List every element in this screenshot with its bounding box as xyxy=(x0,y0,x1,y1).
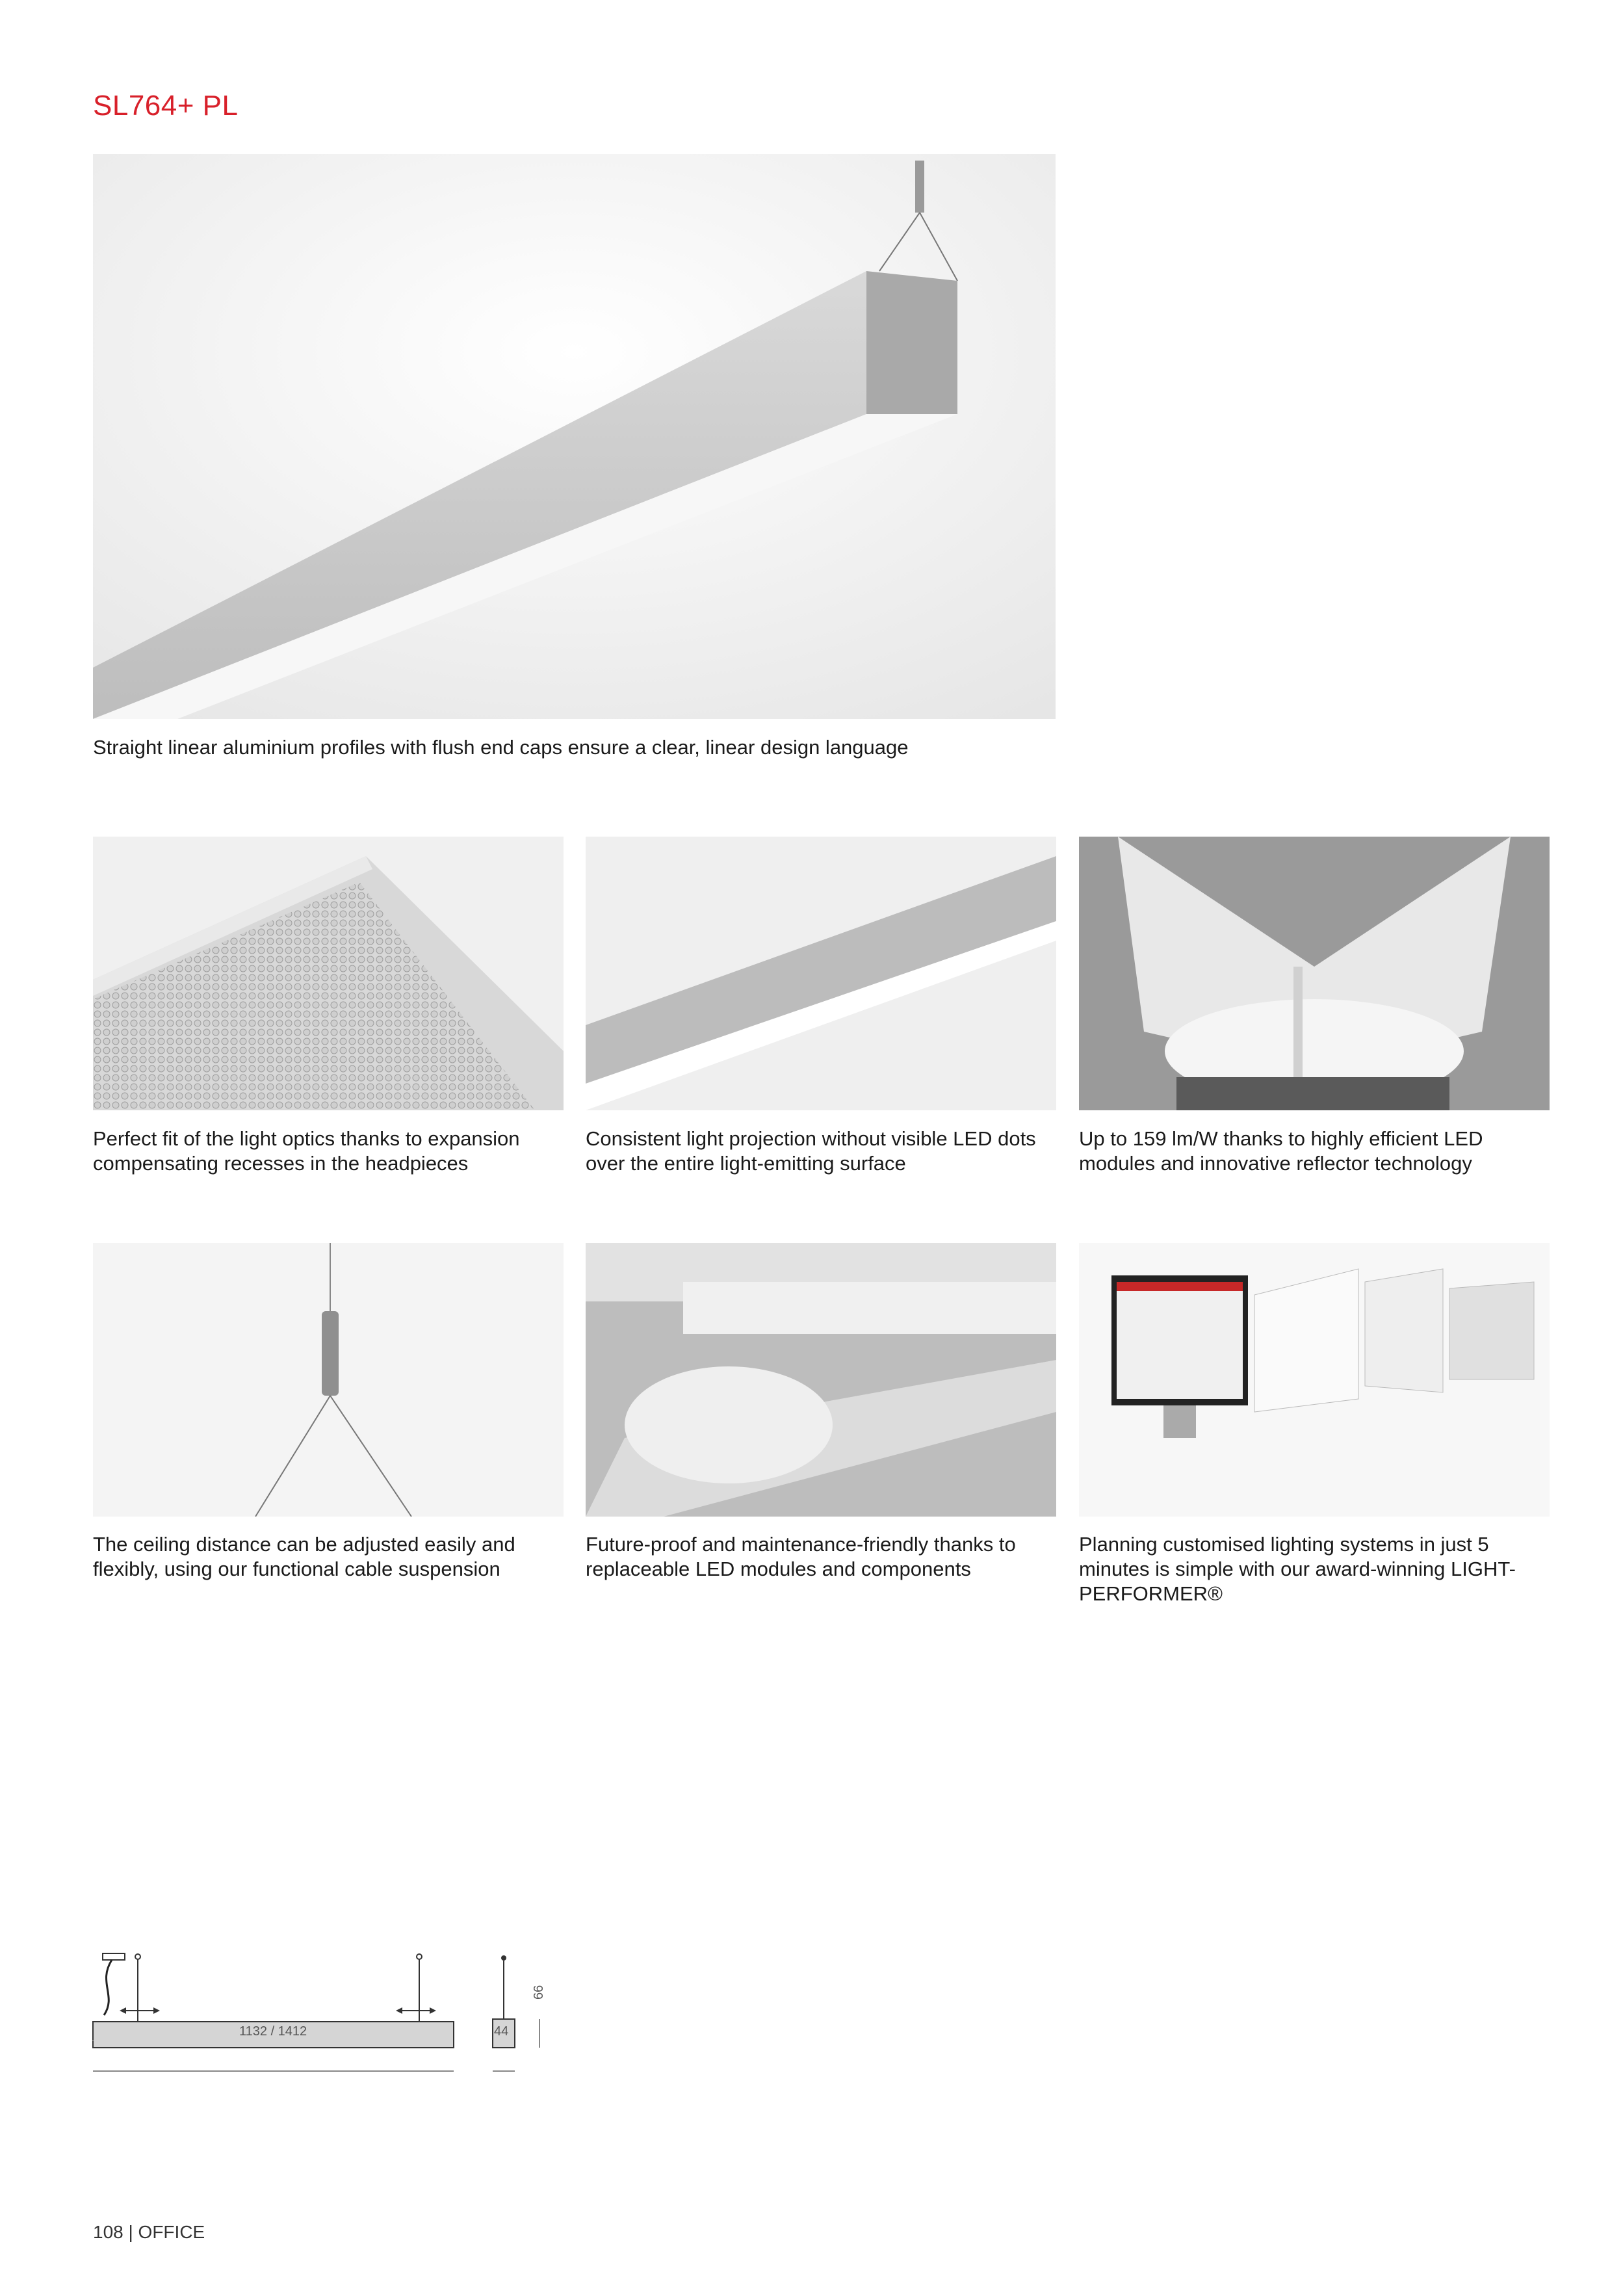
hero-caption: Straight linear aluminium profiles with flush end caps ensure a clear, linear design language xyxy=(93,736,909,759)
height-dimension-label: 66 xyxy=(532,1985,546,2000)
technical-drawing xyxy=(91,1944,585,2093)
feature-caption-optics: Perfect fit of the light optics thanks to expansion compensating recesses in the headpieces xyxy=(93,1127,520,1175)
feature-photo-suspension xyxy=(93,1243,564,1517)
feature-photo-projection xyxy=(586,837,1056,1110)
feature-photo-reflector xyxy=(1079,837,1550,1110)
feature-photo-software xyxy=(1079,1243,1550,1517)
hero-photo xyxy=(93,154,1056,719)
page-footer: 108 | OFFICE xyxy=(93,2222,205,2242)
feature-caption-efficiency: Up to 159 lm/W thanks to highly efficient LED modules and innovative reflector technology xyxy=(1079,1127,1483,1175)
width-dimension-label: 44 xyxy=(494,2024,509,2039)
feature-photo-optics xyxy=(93,837,564,1110)
feature-caption-planning: Planning customised lighting systems in just 5 minutes is simple with our award-winning LIGHT-PERFORMER® xyxy=(1079,1533,1516,1605)
feature-photo-maintenance xyxy=(586,1243,1056,1517)
feature-caption-maintenance: Future-proof and maintenance-friendly thanks to replaceable LED modules and components xyxy=(586,1533,1016,1580)
feature-caption-suspension: The ceiling distance can be adjusted easily and flexibly, using our functional cable suspension xyxy=(93,1533,515,1580)
length-dimension-label: 1132 / 1412 xyxy=(239,2024,307,2039)
feature-caption-projection: Consistent light projection without visible LED dots over the entire light-emitting surface xyxy=(586,1127,1036,1175)
page-title: SL764+ PL xyxy=(93,90,239,122)
